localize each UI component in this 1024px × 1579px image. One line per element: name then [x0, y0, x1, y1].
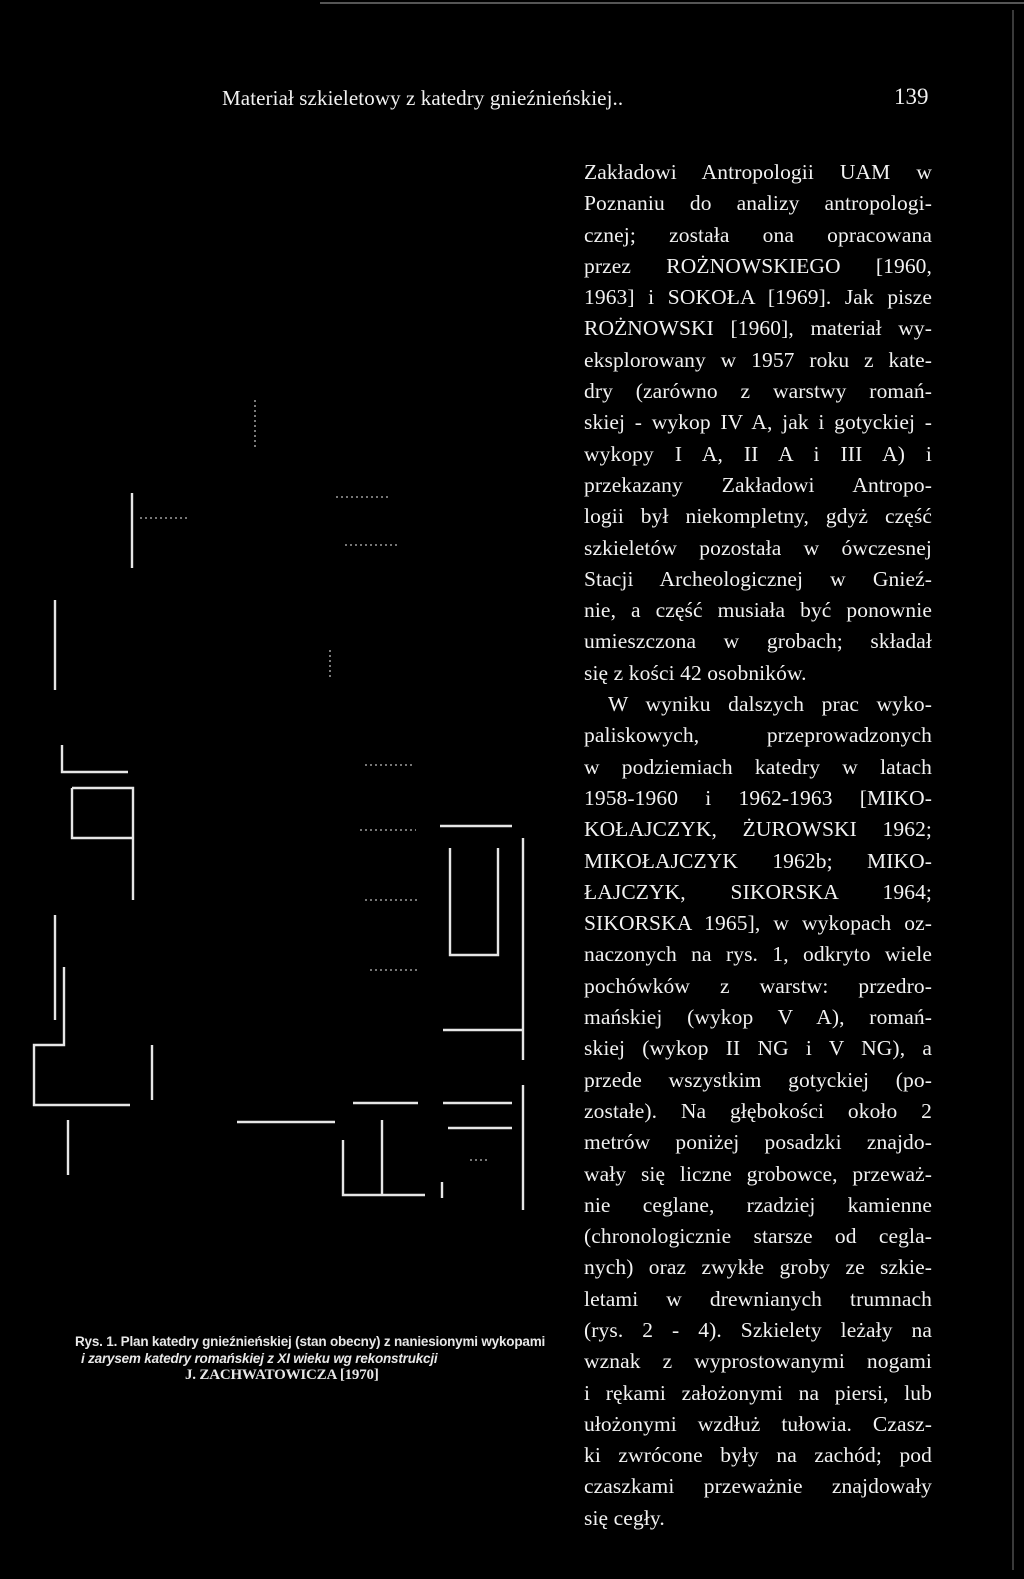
body-line: wały się liczne grobowce, przeważ-	[584, 1161, 932, 1186]
body-line: przekazany Zakładowi Antropo-	[584, 472, 932, 497]
body-line: umieszczona w grobach; składał	[584, 629, 932, 654]
body-line: (rys. 2 - 4). Szkielety leżały na	[584, 1317, 932, 1342]
cathedral-floor-plan	[0, 0, 590, 1320]
body-line: 1958-1960 i 1962-1963 [MIKO-	[584, 785, 932, 810]
body-text-column	[584, 157, 932, 1534]
body-line: ki zwrócone były na zachód; pod	[584, 1443, 932, 1468]
body-line: MIKOŁAJCZYK 1962b; MIKO-	[584, 848, 932, 873]
body-line: skiej - wykop IV A, jak i gotyckiej -	[584, 410, 932, 435]
body-line: ROŻNOWSKI [1960], materiał wy-	[584, 316, 932, 341]
body-line: dry (zarówno z warstwy romań-	[584, 379, 932, 404]
body-line: Zakładowi Antropologii UAM w	[584, 160, 932, 184]
figure-caption-line-2: i zarysem katedry romańskiej z XI wieku wg rekonstrukcji	[81, 1351, 438, 1366]
page-number: 139	[894, 84, 929, 109]
body-line: wznak z wyprostowanymi nogami	[584, 1349, 932, 1374]
body-line: cznej; została ona opracowana	[584, 222, 932, 247]
body-line: ŁAJCZYK, SIKORSKA 1964;	[584, 879, 932, 904]
body-line: eksplorowany w 1957 roku z kate-	[584, 347, 932, 372]
body-line: paliskowych, przeprowadzonych	[584, 723, 932, 748]
right-scan-edge	[1012, 10, 1014, 1570]
body-line: W wyniku dalszych prac wyko-	[608, 692, 932, 717]
body-line: 1963] i SOKOŁA [1969]. Jak pisze	[584, 285, 932, 310]
body-line: się cegły.	[584, 1505, 665, 1530]
plan-wall-left-seg5	[34, 967, 130, 1105]
body-line: KOŁAJCZYK, ŻUROWSKI 1962;	[584, 817, 932, 842]
body-line: przez ROŻNOWSKIEGO [1960,	[584, 253, 932, 278]
body-line: wykopy I A, II A i III A) i	[584, 441, 932, 466]
body-line: naczonych na rys. 1, odkryto wiele	[584, 942, 932, 967]
body-line: zostałe). Na głębokości około 2	[584, 1098, 932, 1123]
body-line: Poznaniu do analizy antropologi-	[584, 191, 932, 216]
body-line: SIKORSKA 1965], w wykopach oz-	[584, 911, 932, 936]
figure-caption-credit: J. ZACHWATOWICZA [1970]	[185, 1367, 379, 1383]
plan-wall-left-seg3	[62, 745, 128, 772]
body-line: nych) oraz zwykłe groby ze szkie-	[584, 1255, 932, 1280]
body-line: czaszkami przeważnie znajdowały	[584, 1474, 932, 1499]
plan-chapel-box	[72, 788, 133, 900]
body-line: szkieletów pozostała w ówczesnej	[584, 535, 932, 560]
body-line: w podziemiach katedry w latach	[584, 754, 932, 779]
body-line: metrów poniżej posadzki znajdo-	[584, 1130, 932, 1155]
running-title: Materiał szkieletowy z katedry gnieźnieńskiej..	[222, 86, 624, 110]
body-line: ułożonymi wzdłuż tułowia. Czasz-	[584, 1411, 932, 1436]
body-line: nie, a część musiała być ponownie	[584, 598, 932, 623]
body-line: pochówków z warstw: przedro-	[584, 973, 932, 998]
plan-wall-center-8	[343, 1140, 425, 1195]
body-line: nie ceglane, rzadziej kamienne	[584, 1192, 932, 1217]
body-line: logii był niekompletny, gdyż część	[584, 504, 932, 529]
figure-caption-line-1: Rys. 1. Plan katedry gnieźnieńskiej (stan obecny) z naniesionymi wykopami	[75, 1334, 546, 1349]
body-line: Stacji Archeologicznej w Gnieź-	[584, 566, 932, 591]
body-line: się z kości 42 osobników.	[584, 660, 807, 685]
body-line: (chronologicznie starsze od cegla-	[584, 1224, 932, 1249]
figure-caption	[75, 1333, 575, 1384]
body-line: letami w drewnianych trumnach	[584, 1286, 932, 1311]
body-line: skiej (wykop II NG i V NG), a	[584, 1036, 932, 1061]
body-line: przede wszystkim gotyckiej (po-	[584, 1067, 932, 1092]
plan-wall-center-2	[450, 848, 498, 955]
body-line: i rękami założonymi na piersi, lub	[584, 1380, 932, 1405]
plan-chapel-box-left	[72, 788, 133, 838]
body-line: mańskiej (wykop V A), romań-	[584, 1005, 932, 1030]
